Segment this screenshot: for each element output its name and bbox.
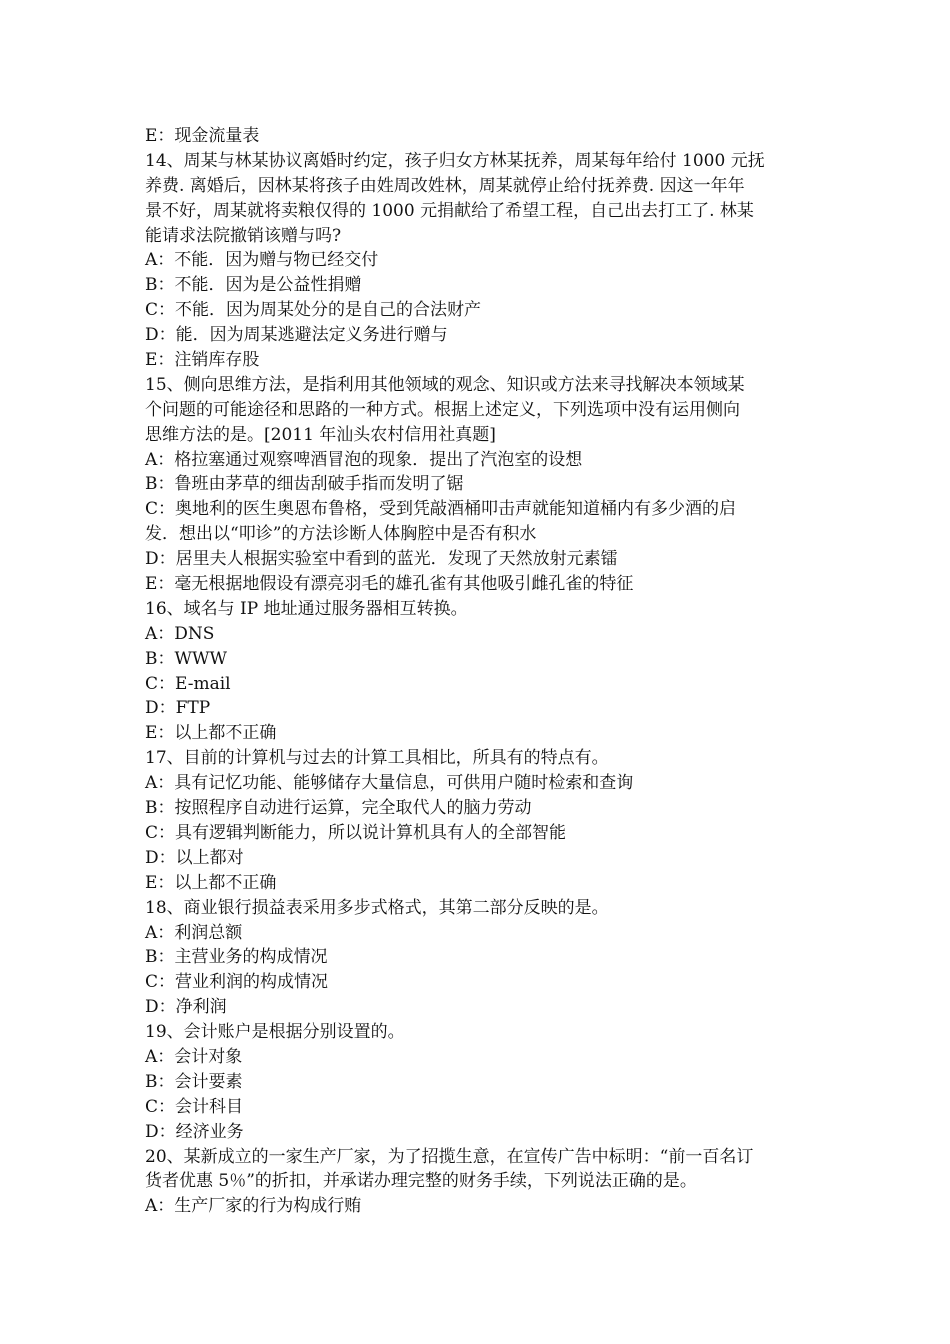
option-text: C：E-mail xyxy=(145,673,231,694)
option-text: A：DNS xyxy=(145,623,215,644)
option-text: D：FTP xyxy=(145,698,211,719)
option-text: D：以上都对 xyxy=(145,847,244,868)
question-text: 18、商业银行损益表采用多步式格式，其第二部分反映的是。 xyxy=(145,897,609,918)
option-text: B：WWW xyxy=(145,648,227,669)
option-text: A：生产厂家的行为构成行贿 xyxy=(145,1196,362,1217)
option-text: A：不能．因为赠与物已经交付 xyxy=(145,250,379,271)
option-text: A：会计对象 xyxy=(145,1046,243,1067)
option-text: 发．想出以“叩诊”的方法诊断人体胸腔中是否有积水 xyxy=(145,524,537,545)
option-text: C：具有逻辑判断能力，所以说计算机具有人的全部智能 xyxy=(145,822,567,843)
option-text: E：毫无根据地假设有漂亮羽毛的雄孔雀有其他吸引雌孔雀的特征 xyxy=(145,574,634,595)
option-text: D：能．因为周某逃避法定义务进行赠与 xyxy=(145,325,448,346)
question-text: 19、会计账户是根据分别设置的。 xyxy=(145,1022,405,1043)
option-text: B：不能．因为是公益性捐赠 xyxy=(145,275,362,296)
option-text: A：格拉塞通过观察啤酒冒泡的现象．提出了汽泡室的设想 xyxy=(145,449,583,470)
option-text: A：利润总额 xyxy=(145,922,243,943)
option-text: B：主营业务的构成情况 xyxy=(145,947,328,968)
option-text: B：按照程序自动进行运算，完全取代人的脑力劳动 xyxy=(145,798,532,819)
option-text: E：以上都不正确 xyxy=(145,723,277,744)
question-text: 养费. 离婚后，因林某将孩子由姓周改姓林，周某就停止给付抚养费. 因这一年年 xyxy=(145,175,745,196)
option-text: B：鲁班由茅草的细齿刮破手指而发明了锯 xyxy=(145,474,464,495)
option-text: D：经济业务 xyxy=(145,1121,244,1142)
text-line: E：现金流量表 xyxy=(145,126,260,146)
option-text: C：奥地利的医生奥恩布鲁格，受到凭敲酒桶叩击声就能知道桶内有多少酒的启 xyxy=(145,499,737,520)
option-text: A：具有记忆功能、能够储存大量信息，可供用户随时检索和查询 xyxy=(145,773,634,794)
option-text: C：不能．因为周某处分的是自己的合法财产 xyxy=(145,300,482,321)
option-text: D：净利润 xyxy=(145,997,227,1018)
question-text: 14、周某与林某协议离婚时约定，孩子归女方林某抚养，周某每年给付 1000 元抚 xyxy=(145,150,765,171)
question-text: 能请求法院撤销该赠与吗? xyxy=(145,225,342,246)
question-text: 货者优惠 5％”的折扣，并承诺办理完整的财务手续，下列说法正确的是。 xyxy=(145,1171,697,1192)
option-text: B：会计要素 xyxy=(145,1071,243,1092)
question-text: 16、域名与 IP 地址通过服务器相互转换。 xyxy=(145,598,468,619)
question-text: 思维方法的是。[2011 年汕头农村信用社真题] xyxy=(145,424,496,445)
document-page xyxy=(145,124,810,1219)
option-text: E：以上都不正确 xyxy=(145,872,277,893)
option-text: C：会计科目 xyxy=(145,1096,244,1117)
question-text: 20、某新成立的一家生产厂家，为了招揽生意，在宣传广告中标明：“前一百名订 xyxy=(145,1146,754,1167)
question-text: 15、侧向思维方法，是指利用其他领域的观念、知识或方法来寻找解决本领域某 xyxy=(145,374,745,395)
option-text: E：注销库存股 xyxy=(145,350,260,371)
question-text: 个问题的可能途径和思路的一种方式。根据上述定义，下列选项中没有运用侧向 xyxy=(145,399,740,420)
option-text: D：居里夫人根据实验室中看到的蓝光．发现了天然放射元素镭 xyxy=(145,549,618,570)
question-text: 17、目前的计算机与过去的计算工具相比，所具有的特点有。 xyxy=(145,748,609,769)
option-text: C：营业利润的构成情况 xyxy=(145,972,329,993)
question-text: 景不好，周某就将卖粮仅得的 1000 元捐献给了希望工程，自己出去打工了. 林某 xyxy=(145,200,754,221)
